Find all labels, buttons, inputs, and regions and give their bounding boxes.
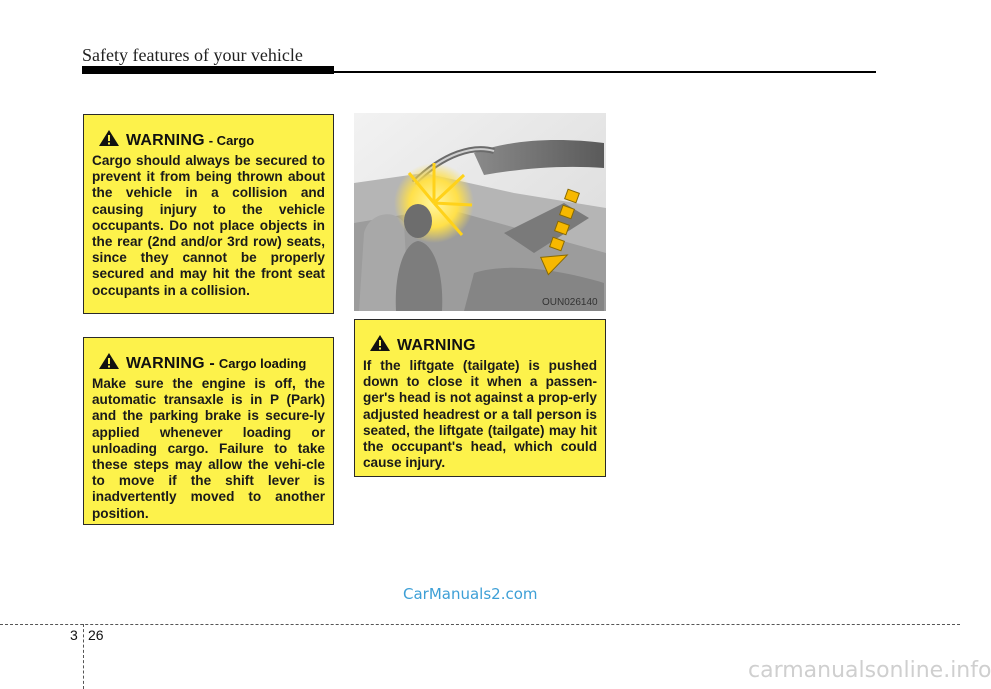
header-rule-thin	[334, 71, 876, 73]
warning-box-liftgate	[354, 319, 606, 477]
chapter-number: 3	[70, 627, 78, 643]
warning-subtitle: Cargo loading	[218, 356, 307, 371]
warning-title: WARNING -	[126, 355, 215, 372]
warning-heading	[369, 332, 597, 355]
warning-subtitle: - Cargo	[208, 133, 255, 148]
warning-triangle-icon	[369, 334, 391, 352]
warning-box-cargo	[83, 114, 334, 314]
warning-triangle-icon	[98, 129, 120, 147]
page-number: 26	[88, 627, 104, 643]
warning-text: Cargo should always be secured to prevent it from being thrown about the vehicle in a collision and causing injury to the vehicle occupants. Do not place objects in the rear (2nd and/or 3rd row) seats, since they cannot be properly secured and may hit the front seat occupants in a collision.	[92, 153, 325, 298]
figure-code: OUN026140	[542, 297, 598, 308]
warning-text: Make sure the engine is off, the automatic transaxle is in P (Park) and the parking brake is secure-ly applied whenever loading or unloading cargo. Failure to take these steps may allow the vehi-cle to move if the shift lever is inadvertently moved to another position.	[92, 376, 325, 521]
watermark-link[interactable]: CarManuals2.com	[403, 585, 538, 603]
footer-site-watermark: carmanualsonline.info	[748, 658, 991, 683]
warning-title: WARNING	[397, 337, 476, 354]
warning-box-cargo-loading	[83, 337, 334, 525]
warning-text: If the liftgate (tailgate) is pushed down to close it when a passen-ger's head is not against a prop-erly adjusted headrest or a tall person is seated, the liftgate (tailgate) may hit the occupant's head, which could cause injury.	[363, 358, 597, 471]
footer-rule	[0, 624, 960, 625]
warning-heading	[98, 350, 325, 373]
warning-triangle-icon	[98, 352, 120, 370]
footer-divider	[83, 624, 84, 689]
page-header-title: Safety features of your vehicle	[82, 45, 303, 65]
header-rule	[82, 66, 334, 74]
warning-title: WARNING	[126, 132, 205, 149]
liftgate-head-impact-illustration	[354, 113, 606, 311]
warning-heading	[98, 127, 325, 150]
